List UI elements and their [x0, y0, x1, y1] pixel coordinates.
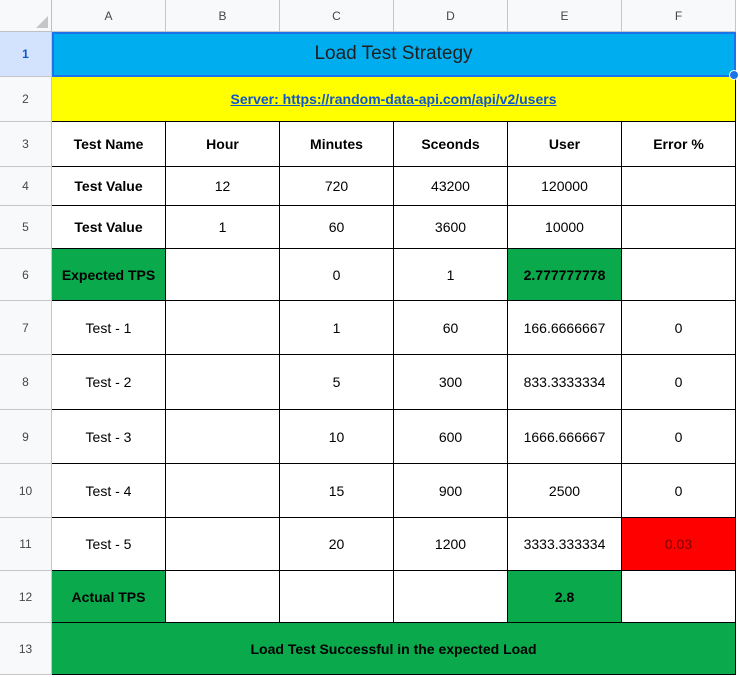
row-header-5[interactable]: 5: [0, 206, 52, 249]
row-header-1[interactable]: 1: [0, 32, 52, 77]
test-value-2-cell-c[interactable]: 60: [280, 206, 394, 249]
test-value-1-cell-b[interactable]: 12: [166, 167, 280, 206]
actual-tps-cell-d[interactable]: [394, 571, 508, 623]
test-4-cell-e[interactable]: 2500: [508, 464, 622, 518]
header-cell-d[interactable]: Sceonds: [394, 122, 508, 167]
test-3-cell-e[interactable]: 1666.666667: [508, 410, 622, 464]
test-4-cell-a[interactable]: Test - 4: [52, 464, 166, 518]
row-header-2[interactable]: 2: [0, 77, 52, 122]
expected-tps-cell-c[interactable]: 0: [280, 249, 394, 301]
test-1-cell-a[interactable]: Test - 1: [52, 301, 166, 355]
test-value-2-cell-d[interactable]: 3600: [394, 206, 508, 249]
header-cell-f[interactable]: Error %: [622, 122, 736, 167]
column-header-c[interactable]: C: [280, 0, 394, 32]
row-header-3[interactable]: 3: [0, 122, 52, 167]
test-4-cell-f[interactable]: 0: [622, 464, 736, 518]
expected-tps-cell-e[interactable]: 2.777777778: [508, 249, 622, 301]
row-header-11[interactable]: 11: [0, 518, 52, 571]
header-cell-a[interactable]: Test Name: [52, 122, 166, 167]
test-value-2-cell-b[interactable]: 1: [166, 206, 280, 249]
column-header-a[interactable]: A: [52, 0, 166, 32]
header-cell-e[interactable]: User: [508, 122, 622, 167]
test-4-cell-b[interactable]: [166, 464, 280, 518]
test-2-cell-e[interactable]: 833.3333334: [508, 355, 622, 410]
test-3-cell-f[interactable]: 0: [622, 410, 736, 464]
conclusion-cell[interactable]: Load Test Successful in the expected Load: [52, 623, 736, 675]
row-header-6[interactable]: 6: [0, 249, 52, 301]
select-all-corner[interactable]: [0, 0, 52, 32]
test-4-cell-c[interactable]: 15: [280, 464, 394, 518]
server-cell[interactable]: [52, 77, 736, 122]
expected-tps-cell-d[interactable]: 1: [394, 249, 508, 301]
title-cell[interactable]: Load Test Strategy: [52, 32, 736, 77]
select-all-icon: [36, 16, 48, 28]
actual-tps-cell-b[interactable]: [166, 571, 280, 623]
test-4-cell-d[interactable]: 900: [394, 464, 508, 518]
test-5-cell-a[interactable]: Test - 5: [52, 518, 166, 571]
test-3-cell-d[interactable]: 600: [394, 410, 508, 464]
row-header-4[interactable]: 4: [0, 167, 52, 206]
row-header-9[interactable]: 9: [0, 410, 52, 464]
row-header-10[interactable]: 10: [0, 464, 52, 518]
test-5-cell-e[interactable]: 3333.333334: [508, 518, 622, 571]
test-value-2-cell-e[interactable]: 10000: [508, 206, 622, 249]
actual-tps-cell-c[interactable]: [280, 571, 394, 623]
header-cell-c[interactable]: Minutes: [280, 122, 394, 167]
server-link[interactable]: Server: https://random-data-api.com/api/v2/users: [230, 91, 557, 107]
test-1-cell-b[interactable]: [166, 301, 280, 355]
test-value-2-cell-a[interactable]: Test Value: [52, 206, 166, 249]
test-3-cell-b[interactable]: [166, 410, 280, 464]
test-value-1-cell-d[interactable]: 43200: [394, 167, 508, 206]
column-header-e[interactable]: E: [508, 0, 622, 32]
test-2-cell-c[interactable]: 5: [280, 355, 394, 410]
test-3-cell-a[interactable]: Test - 3: [52, 410, 166, 464]
fill-handle[interactable]: [729, 70, 739, 80]
actual-tps-cell-e[interactable]: 2.8: [508, 571, 622, 623]
test-value-2-cell-f[interactable]: [622, 206, 736, 249]
test-5-cell-c[interactable]: 20: [280, 518, 394, 571]
expected-tps-cell-f[interactable]: [622, 249, 736, 301]
test-2-cell-f[interactable]: 0: [622, 355, 736, 410]
column-header-f[interactable]: F: [622, 0, 736, 32]
test-value-1-cell-f[interactable]: [622, 167, 736, 206]
test-2-cell-d[interactable]: 300: [394, 355, 508, 410]
row-header-13[interactable]: 13: [0, 623, 52, 675]
test-5-cell-d[interactable]: 1200: [394, 518, 508, 571]
expected-tps-cell-a[interactable]: Expected TPS: [52, 249, 166, 301]
test-value-1-cell-e[interactable]: 120000: [508, 167, 622, 206]
row-header-7[interactable]: 7: [0, 301, 52, 355]
column-header-b[interactable]: B: [166, 0, 280, 32]
actual-tps-cell-f[interactable]: [622, 571, 736, 623]
test-value-1-cell-a[interactable]: Test Value: [52, 167, 166, 206]
test-value-1-cell-c[interactable]: 720: [280, 167, 394, 206]
row-header-8[interactable]: 8: [0, 355, 52, 410]
header-cell-b[interactable]: Hour: [166, 122, 280, 167]
test-2-cell-a[interactable]: Test - 2: [52, 355, 166, 410]
test-3-cell-c[interactable]: 10: [280, 410, 394, 464]
test-2-cell-b[interactable]: [166, 355, 280, 410]
test-1-cell-f[interactable]: 0: [622, 301, 736, 355]
expected-tps-cell-b[interactable]: [166, 249, 280, 301]
actual-tps-cell-a[interactable]: Actual TPS: [52, 571, 166, 623]
test-1-cell-c[interactable]: 1: [280, 301, 394, 355]
test-1-cell-d[interactable]: 60: [394, 301, 508, 355]
test-5-cell-b[interactable]: [166, 518, 280, 571]
test-1-cell-e[interactable]: 166.6666667: [508, 301, 622, 355]
row-header-12[interactable]: 12: [0, 571, 52, 623]
test-5-cell-f[interactable]: 0.03: [622, 518, 736, 571]
column-header-d[interactable]: D: [394, 0, 508, 32]
